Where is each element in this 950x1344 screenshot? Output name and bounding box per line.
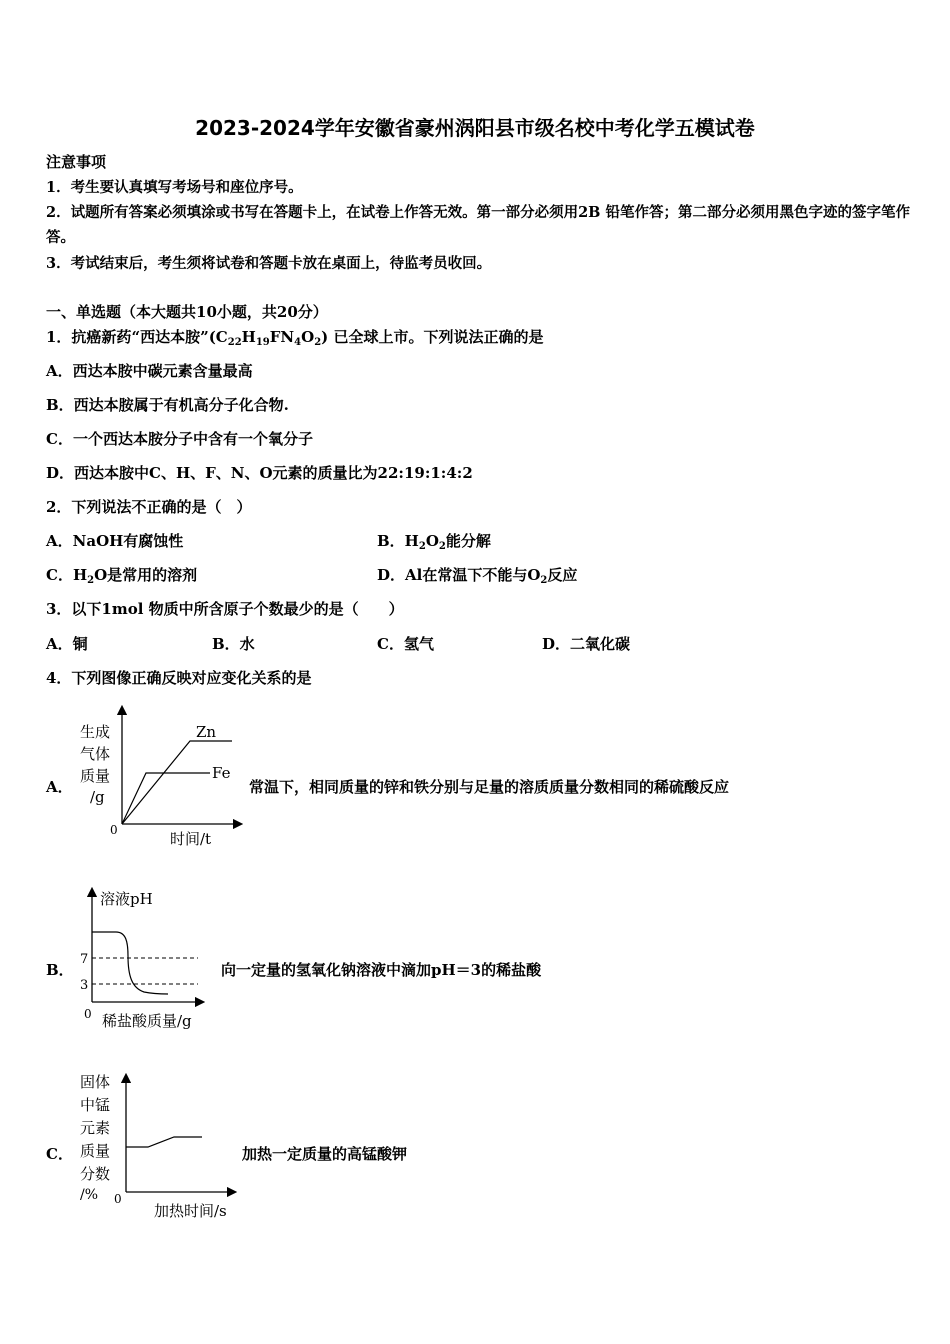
fe-line xyxy=(122,773,210,824)
y-label-4: 质量 xyxy=(80,1142,111,1160)
q4-graph-a xyxy=(70,700,250,855)
y-label: 溶液pH xyxy=(100,890,153,908)
q4-graph-c xyxy=(70,1066,245,1226)
q3-option-d: D．二氧化碳 xyxy=(542,635,631,653)
zn-line xyxy=(122,741,232,824)
q3-option-c: C．氢气 xyxy=(377,635,434,653)
tick-7: 7 xyxy=(80,952,89,967)
q4-option-a-letter: A． xyxy=(46,778,73,796)
origin-label: 0 xyxy=(114,1192,122,1206)
q1-option-a: A．西达本胺中碳元素含量最高 xyxy=(46,362,253,380)
q4-option-c-desc: 加热一定质量的高锰酸钾 xyxy=(242,1145,408,1163)
q3-option-b: B．水 xyxy=(212,635,255,653)
x-label: 加热时间/s xyxy=(154,1202,227,1220)
ph-curve xyxy=(92,932,168,994)
q1-option-b: B．西达本胺属于有机高分子化合物. xyxy=(46,396,289,414)
section-heading: 一、单选题（本大题共10小题，共20分） xyxy=(46,303,328,321)
question-2-stem: 2．下列说法不正确的是（ ） xyxy=(46,498,252,516)
origin-label: 0 xyxy=(84,1007,92,1021)
notice-item-3: 3．考试结束后，考生须将试卷和答题卡放在桌面上，待监考员收回。 xyxy=(46,255,492,272)
question-3-stem: 3．以下1mol 物质中所含原子个数最少的是（ ） xyxy=(46,600,404,618)
notice-heading: 注意事项 xyxy=(46,153,107,171)
q1-option-d: D．西达本胺中C、H、F、N、O元素的质量比为22:19:1:4:2 xyxy=(46,464,473,482)
y-label-2: 气体 xyxy=(80,745,111,763)
y-label-3: 元素 xyxy=(80,1119,111,1137)
q4-option-c-letter: C． xyxy=(46,1145,73,1163)
q4-option-b-desc: 向一定量的氢氧化钠溶液中滴加pH＝3的稀盐酸 xyxy=(221,961,542,979)
q4-graph-b xyxy=(70,884,220,1034)
tick-3: 3 xyxy=(80,978,89,993)
q3-option-a: A．铜 xyxy=(46,635,88,653)
y-label-2: 中锰 xyxy=(80,1096,111,1114)
q2-option-d: D．Al在常温下不能与$O_2$反应 xyxy=(377,566,578,586)
y-label-5: 分数 xyxy=(80,1165,111,1183)
x-label: 时间/t xyxy=(170,830,212,848)
x-label: 稀盐酸质量/g xyxy=(102,1012,192,1030)
question-4-stem: 4．下列图像正确反映对应变化关系的是 xyxy=(46,669,312,687)
y-label-4: /g xyxy=(90,788,105,806)
page-title: 2023-2024学年安徽省豪州涡阳县市级名校中考化学五模试卷 xyxy=(195,116,755,140)
q2-option-a: A．NaOH有腐蚀性 xyxy=(46,532,184,550)
origin-label: 0 xyxy=(110,823,118,837)
question-1-stem: 1．抗癌新药“西达本胺$”(C_{22}H_{19}FN_4O_2)$ 已全球上市。下列说法正确的是 xyxy=(46,328,544,348)
q4-option-a-desc: 常温下，相同质量的锌和铁分别与足量的溶质质量分数相同的稀硫酸反应 xyxy=(249,778,730,796)
fe-label: Fe xyxy=(212,764,231,782)
y-label-6: /% xyxy=(80,1187,99,1203)
q2-option-b: B．$H_2O_2$能分解 xyxy=(377,532,491,552)
y-label-1: 生成 xyxy=(80,723,111,741)
zn-label: Zn xyxy=(196,723,217,741)
q1-option-c: C．一个西达本胺分子中含有一个氧分子 xyxy=(46,430,313,448)
q2-option-c: C．$H_2O$是常用的溶剂 xyxy=(46,566,198,586)
y-label-3: 质量 xyxy=(80,767,111,785)
mn-fraction-line xyxy=(126,1137,202,1147)
q4-option-b-letter: B． xyxy=(46,961,74,979)
notice-item-2: 2．试题所有答案必须填涂或书写在答题卡上，在试卷上作答无效。第一部分必须用2B 铅笔作答；第二部分必须用黑色字迹的签字笔作答。 xyxy=(46,204,910,246)
y-label-1: 固体 xyxy=(80,1073,111,1091)
notice-item-1: 1．考生要认真填写考场号和座位序号。 xyxy=(46,179,303,196)
